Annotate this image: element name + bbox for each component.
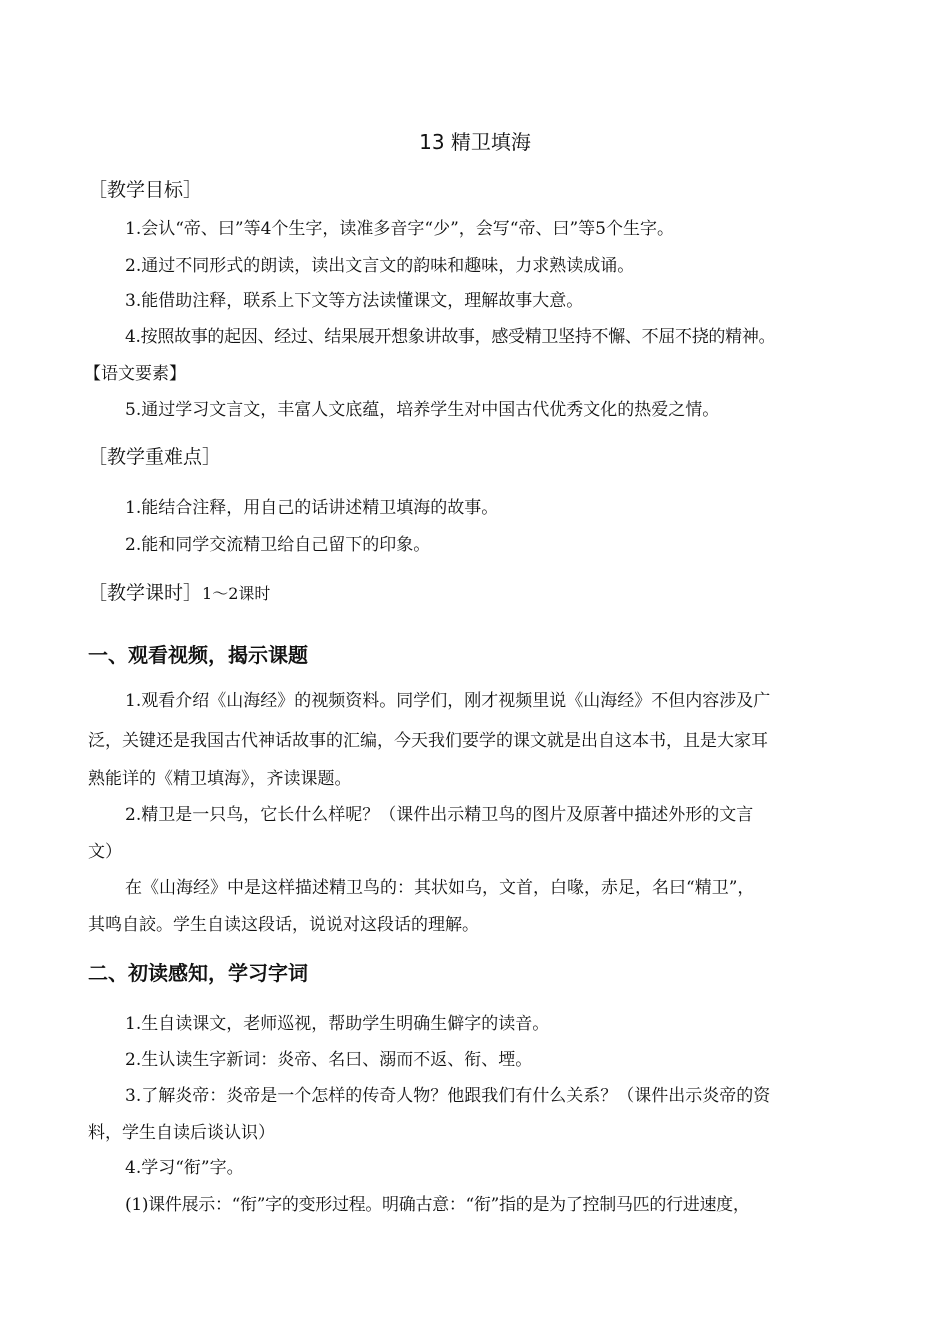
key-point-item: 2.能和同学交流精卫给自己留下的印象。 (125, 535, 431, 555)
hours-label: ［教学课时］ (88, 582, 203, 604)
section1-heading: 一、观看视频，揭示课题 (88, 643, 308, 667)
objectives-heading: ［教学目标］ (88, 179, 203, 201)
objective-item: 3.能借助注释，联系上下文等方法读懂课文，理解故事大意。 (125, 291, 584, 311)
objective-item: 4.按照故事的起因、经过、结果展开想象讲故事，感受精卫坚持不懈、不屈不挠的精神。 (125, 327, 776, 347)
page-title: 13 精卫填海 (419, 130, 531, 154)
paragraph-line: 4.学习“衔”字。 (125, 1158, 244, 1178)
key-point-item: 1.能结合注释，用自己的话讲述精卫填海的故事。 (125, 498, 499, 518)
paragraph-line: 泛，关键还是我国古代神话故事的汇编，今天我们要学的课文就是出自这本书，且是大家耳 (88, 731, 768, 751)
paragraph-line: 在《山海经》中是这样描述精卫鸟的：其状如乌，文首，白喙，赤足，名曰“精卫”， (125, 878, 755, 898)
paragraph-line: 3.了解炎帝：炎帝是一个怎样的传奇人物？他跟我们有什么关系？（课件出示炎帝的资 (125, 1086, 771, 1106)
objective-item: 5.通过学习文言文，丰富人文底蕴，培养学生对中国古代优秀文化的热爱之情。 (125, 400, 720, 420)
paragraph-line: 1.观看介绍《山海经》的视频资料。同学们，刚才视频里说《山海经》不但内容涉及广 (125, 691, 771, 711)
paragraph-line: (1)课件展示：“衔”字的变形过程。明确古意：“衔”指的是为了控制马匹的行进速度， (125, 1195, 750, 1215)
paragraph-line: 2.生认读生字新词：炎帝、名曰、溺而不返、衔、堙。 (125, 1050, 533, 1070)
paragraph-line: 料，学生自读后谈认识） (88, 1123, 275, 1143)
paragraph-line: 2.精卫是一只鸟，它长什么样呢？（课件出示精卫鸟的图片及原著中描述外形的文言 (125, 805, 754, 825)
paragraph-line: 熟能详的《精卫填海》，齐读课题。 (88, 769, 352, 789)
paragraph-line: 文） (88, 842, 122, 862)
paragraph-line: 其鸣自詨。学生自读这段话，说说对这段话的理解。 (88, 915, 479, 935)
paragraph-line: 1.生自读课文，老师巡视，帮助学生明确生僻字的读音。 (125, 1014, 550, 1034)
objective-item: 1.会认“帝、曰”等4个生字，读准多音字“少”，会写“帝、曰”等5个生字。 (125, 219, 674, 239)
key-points-heading: ［教学重难点］ (88, 446, 222, 468)
hours-value: 1～2课时 (202, 584, 271, 603)
hours-heading (88, 581, 270, 606)
section2-heading: 二、初读感知，学习字词 (88, 961, 308, 985)
objective-item: 2.通过不同形式的朗读，读出文言文的韵味和趣味，力求熟读成诵。 (125, 256, 635, 276)
element-heading: 【语文要素】 (84, 364, 186, 384)
